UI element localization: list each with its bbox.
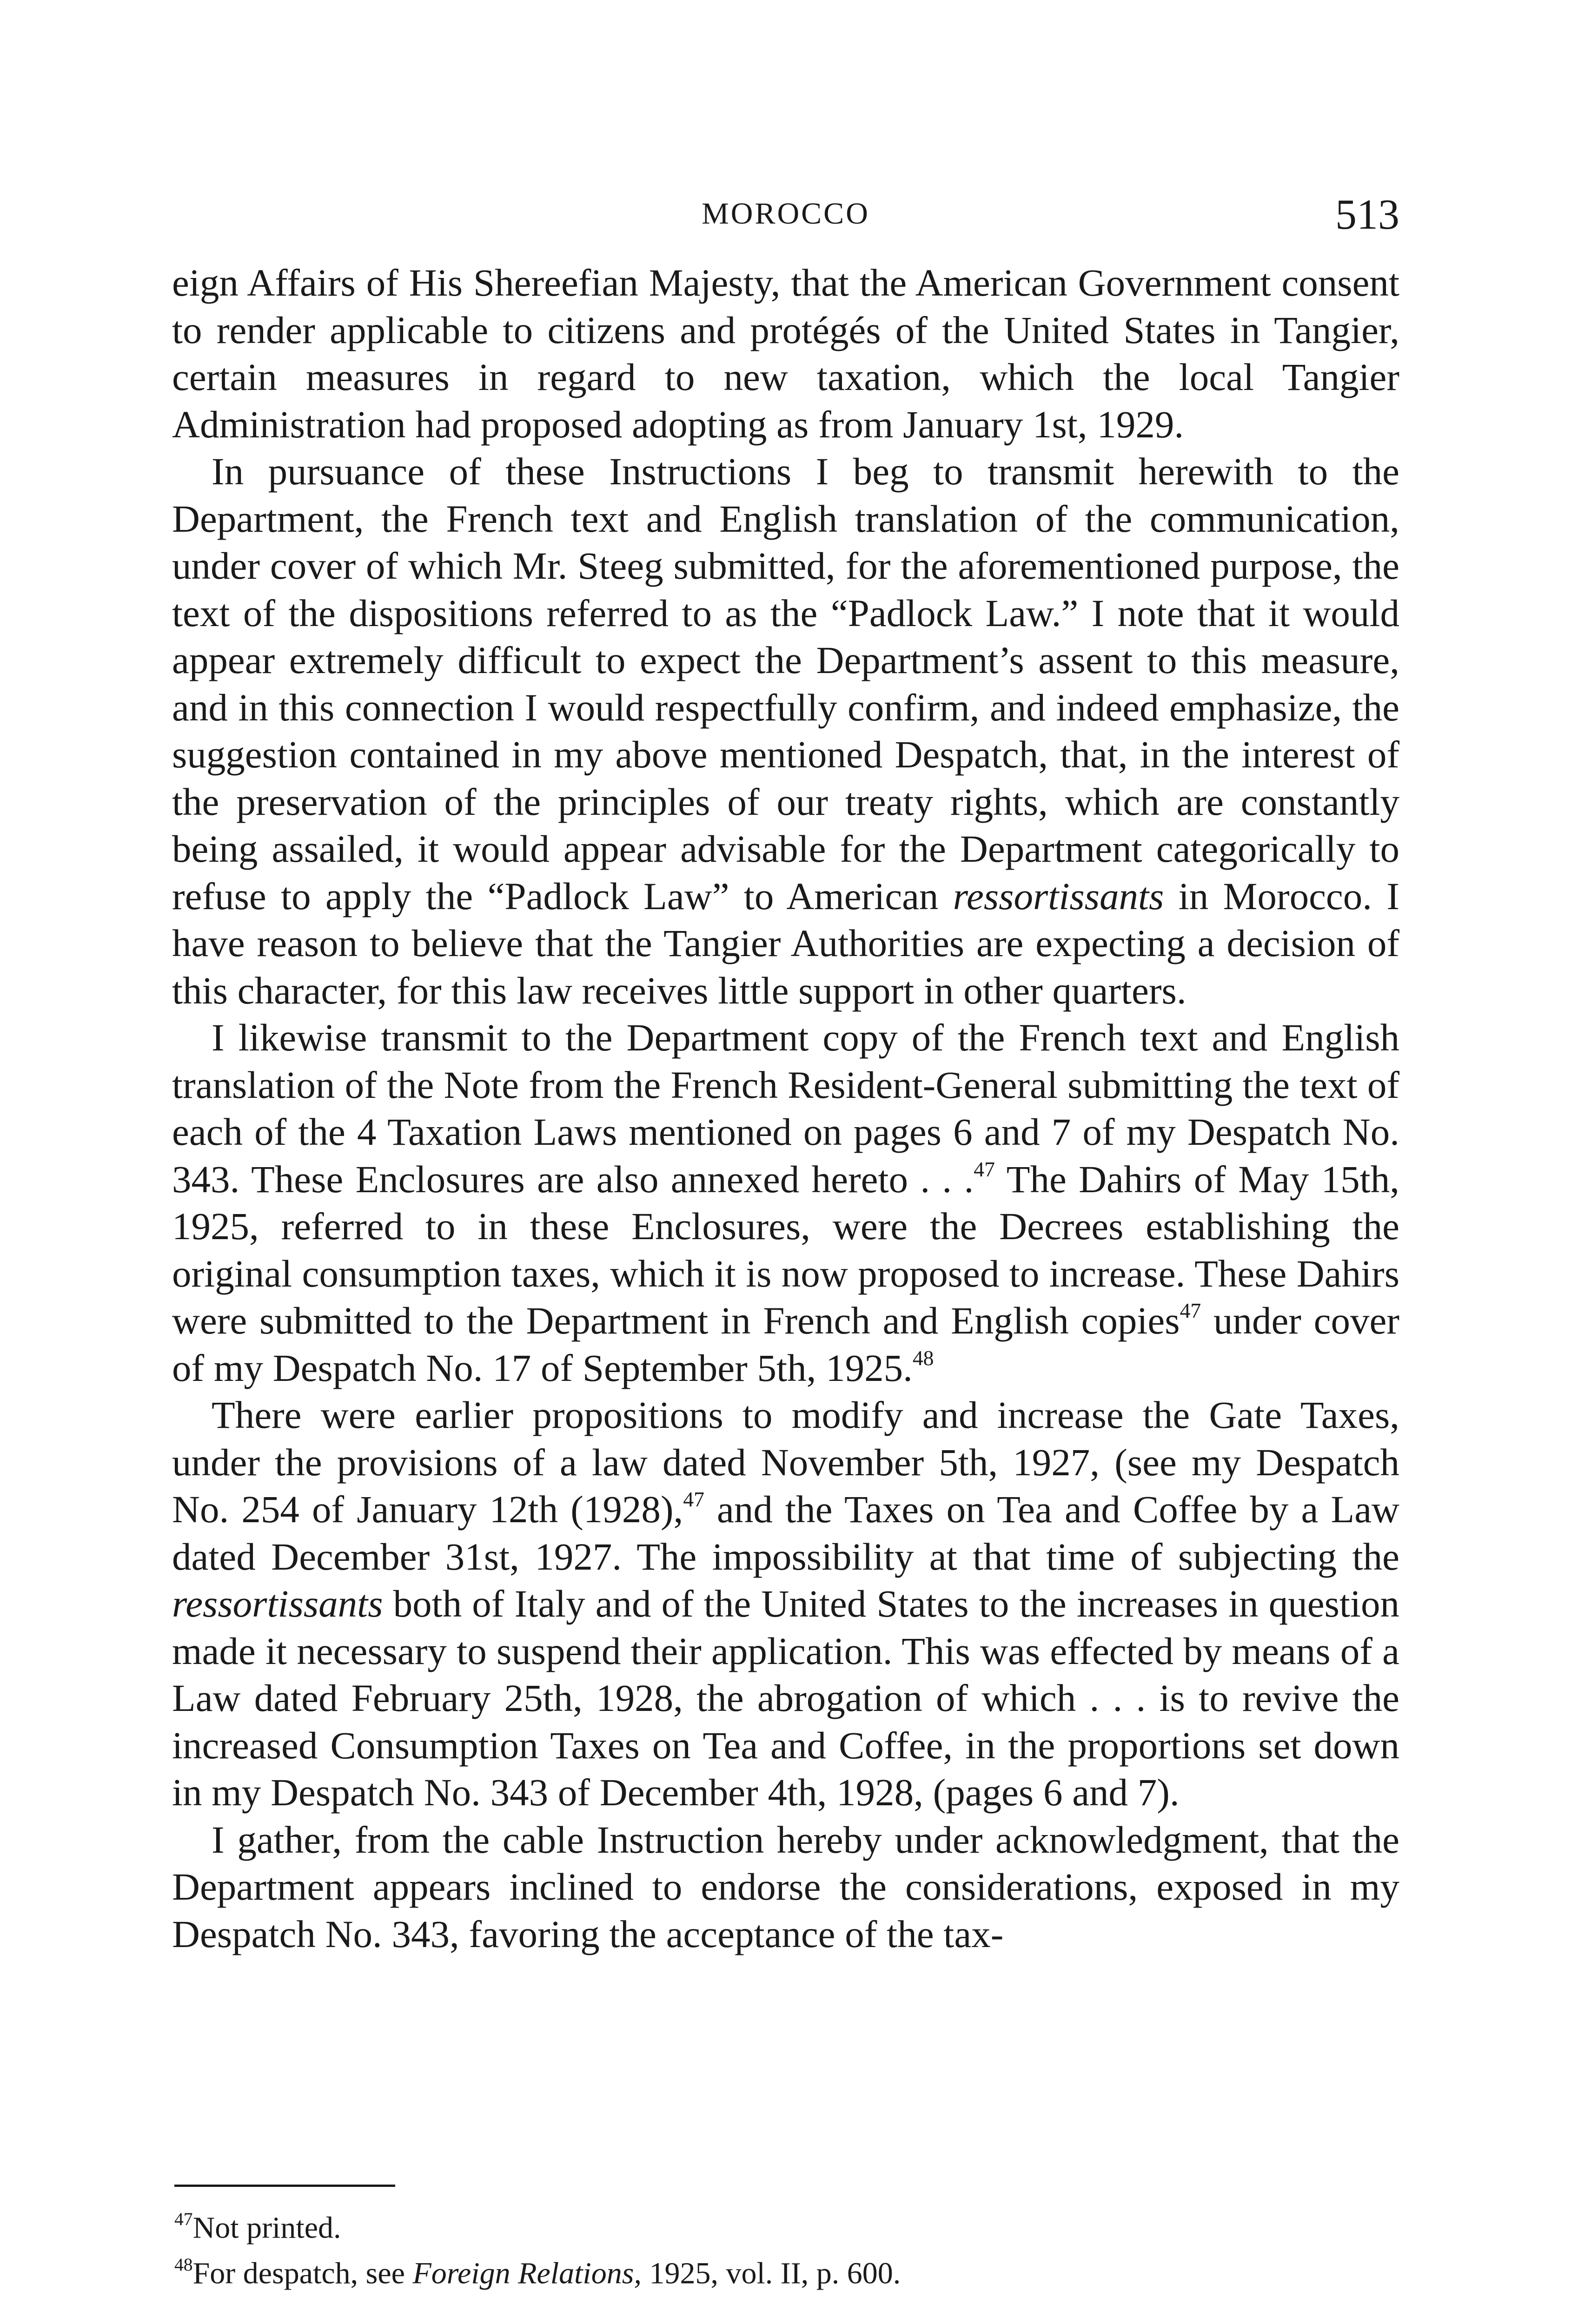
page-number: 513 [1335,191,1399,238]
paragraph-5 [172,1816,1399,1958]
paragraph-1 [172,259,1399,448]
footnote-47-text: Not printed. [192,2211,341,2245]
paragraph-1-text: eign Affairs of His Shereefian Majesty, that the American Government consent to render applicable to citizens and protégés of the United States in Tangier, certain measures in regard to new taxation, which the local Tangier Administration had proposed adopting as from January 1st, 1929. [172,261,1399,446]
paragraph-4 [172,1392,1399,1816]
paragraph-5-text: I gather, from the cable Instruction hereby under acknowledgment, that the Department appears inclined to endorse the considerations, exposed in my Despatch No. 343, favoring the acceptance of the tax- [172,1818,1399,1955]
paragraph-2-text-b: in Morocco. I have reason to believe that the Tangier Authorities are expecting a decision of this character, for this law receives little support in other quarters. [172,874,1400,1012]
paragraph-4-italic-term: ressortissants [172,1582,383,1625]
footnote-48-text-b: 1925, vol. II, p. 600. [641,2256,901,2291]
running-head [172,190,1399,241]
footnote-ref-48: 48 [912,1346,934,1370]
footnotes [174,2201,1399,2291]
paragraph-2 [172,448,1399,1014]
body-text [172,259,1399,1958]
paragraph-2-italic-term: ressortissants [953,874,1164,918]
footnote-ref-47: 47 [683,1487,704,1511]
footnote-48-text-a: For despatch, see [192,2256,413,2291]
footnote-ref-47: 47 [974,1157,995,1181]
paragraph-3-text-c: under cover of my Despatch No. 17 of September 5th, 1925. [172,1299,1399,1389]
paragraph-3-text-a: I likewise transmit to the Department copy of the French text and English translation of the Note from the French Resident-General submitting the text of each of the 4 Taxation Laws mentioned on pages 6 and 7 of my Despatch No. 343. These Enclosures are also annexed hereto . . . [172,1016,1399,1201]
paragraph-3 [172,1014,1399,1392]
paragraph-2-text-a: In pursuance of these Instructions I beg to transmit herewith to the Department, the French text and English translation of the communication, under cover of which Mr. Steeg submitted, for the aforementioned purpose, the text of the dispositions referred to as the “Padlock Law.” I note that it would appear extremely difficult to expect the Department’s assent to this measure, and in this connection I would respectfully confirm, and indeed emphasize, the suggestion contained in my above mentioned Despatch, that, in the interest of the preservation of the principles of our treaty rights, which are constantly being assailed, it would appear advisable for the Department categorically to refuse to apply the “Padlock Law” to American [172,450,1399,918]
footnote-48-italic-title: Foreign Relations, [412,2256,642,2291]
footnote-divider [174,2185,395,2187]
footnote-48-mark: 48 [174,2254,193,2275]
paragraph-4-text-c: both of Italy and of the United States to the increases in question made it necessary to suspend their application. This was effected by means of a Law dated February 25th, 1928, the abrogation of which . . . is to revive the increased Consumption Taxes on Tea and Coffee, in the proportions set down in my Despatch No. 343 of December 4th, 1928, (pages 6 and 7). [172,1582,1399,1814]
paragraph-3-text-b: The Dahirs of May 15th, 1925, referred to in these Enclosures, were the Decrees establishing the original consumption taxes, which it is now proposed to increase. These Dahirs were submitted to the Department in French and English copies [172,1157,1399,1342]
paragraph-4-text-b: and the Taxes on Tea and Coffee by a Law dated December 31st, 1927. The impossibility at that time of subjecting the [172,1488,1399,1578]
footnote-ref-47: 47 [1180,1298,1201,1322]
footnote-47-mark: 47 [174,2209,193,2229]
running-title: MOROCCO [702,197,870,231]
paragraph-4-text-a: There were earlier propositions to modify and increase the Gate Taxes, under the provisions of a law dated November 5th, 1927, (see my Despatch No. 254 of January 12th (1928), [172,1393,1399,1531]
footnote-48 [174,2246,1399,2292]
footnote-47 [174,2201,1399,2246]
